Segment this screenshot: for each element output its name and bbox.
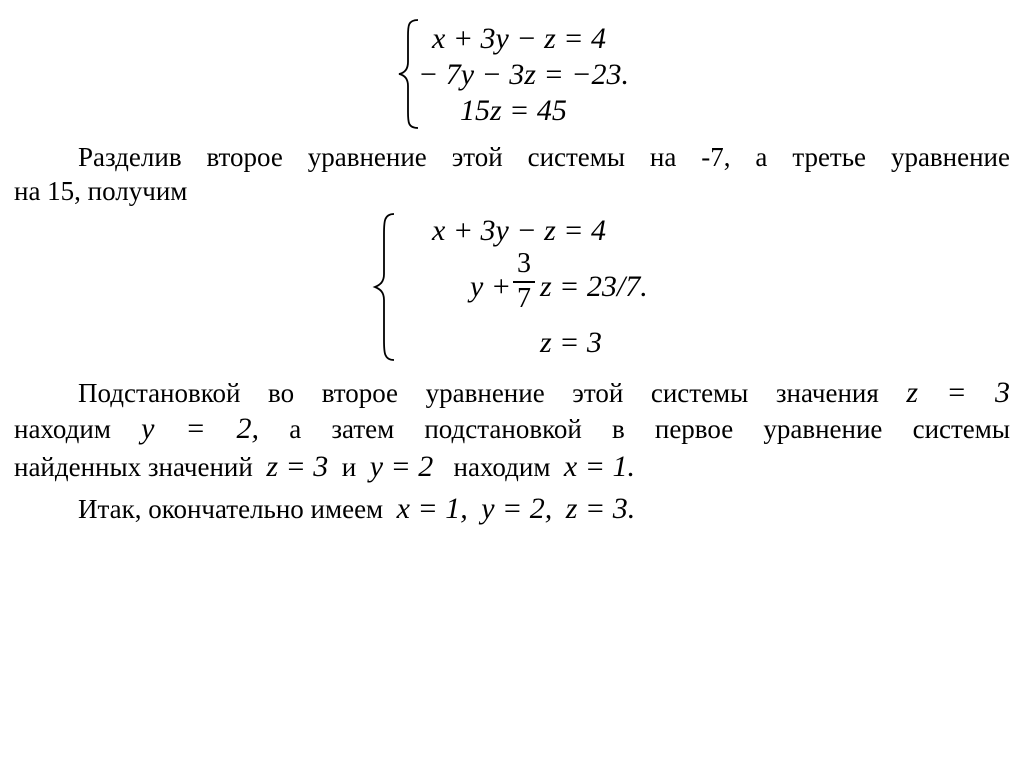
paragraph-3-math-x: x = 1,: [396, 492, 468, 525]
paragraph-1-line-1: [78, 142, 1010, 173]
system-2-equation-1: x + 3y − z = 4: [432, 214, 607, 247]
paragraph-2-line-2: [14, 412, 1010, 446]
paragraph-1-line-2: на 15, получим: [14, 176, 188, 206]
paragraph-3-text: Итак, окончательно имеем: [78, 494, 384, 524]
paragraph-2-math-x: x = 1.: [563, 450, 635, 483]
paragraph-2-line-1: [78, 376, 1010, 410]
system-1-equation-3: 15z = 45: [460, 94, 567, 127]
system-2-equation-3: z = 3: [540, 326, 602, 359]
system-1-equation-1: x + 3y − z = 4: [432, 22, 607, 55]
fraction-numerator: 3: [517, 248, 531, 279]
paragraph-2-math-z2: z = 3: [266, 450, 329, 483]
paragraph-2-text-4: найденных значений: [14, 452, 253, 482]
left-brace-system-2: [372, 212, 398, 362]
system-2-fraction: [513, 250, 535, 313]
system-1-equation-2: − 7y − 3z = −23.: [418, 58, 629, 91]
paragraph-2-line-3: [14, 452, 635, 482]
paragraph-3: [78, 494, 635, 524]
paragraph-2-text-5: и: [341, 452, 357, 482]
paragraph-2-text-3: а затем подстановкой в первое уравнение системы: [289, 414, 1011, 444]
paragraph-2-math-y: y = 2,: [141, 412, 260, 445]
paragraph-2-math-z: z = 3: [906, 376, 1011, 409]
system-2-equation-2-left: y +: [470, 270, 512, 303]
paragraph-3-math-z: z = 3.: [565, 492, 636, 525]
system-2-equation-2-right: z = 23/7.: [540, 270, 648, 303]
paragraph-1-text-1: Разделив второе уравнение этой системы на -7, а третье уравнение: [78, 142, 1010, 172]
paragraph-2-text-2: находим: [14, 414, 111, 444]
paragraph-2-math-y2: y = 2: [369, 450, 434, 483]
paragraph-3-math-y: y = 2,: [481, 492, 553, 525]
fraction-denominator: 7: [517, 282, 531, 314]
paragraph-2-text-1: Подстановкой во второе уравнение этой системы значения: [78, 378, 879, 408]
paragraph-2-text-6: находим: [453, 452, 551, 482]
